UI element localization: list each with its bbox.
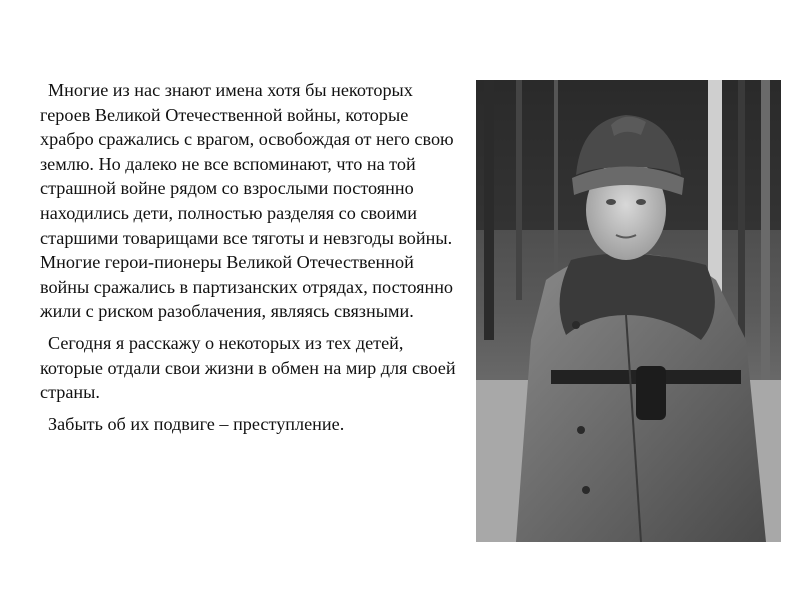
photo-boy-soldier	[476, 80, 781, 542]
paragraph-today: Сегодня я расскажу о некоторых из тех детей, которые отдали свои жизни в обмен на мир для своей страны.	[40, 332, 456, 403]
photo-illustration	[476, 80, 781, 542]
text-block	[40, 78, 465, 443]
paragraph-closing: Забыть об их подвиге – преступление.	[48, 413, 345, 434]
paragraph-intro: Многие из нас знают имена хотя бы некоторых героев Великой Отечественной войны, которые храбро сражались с врагом, освобождая от него свою землю. Но далеко не все вспоминают, что на той страшной войне рядом со взрослыми постоянно находились дети, полностью разделяя со своими старшими товарищами все тяготы и невзгоды войны. Многие герои-пионеры Великой Отечественной войны сражались в партизанских отрядах, постоянно жили с риском разоблачения, являясь связными.	[40, 80, 454, 322]
